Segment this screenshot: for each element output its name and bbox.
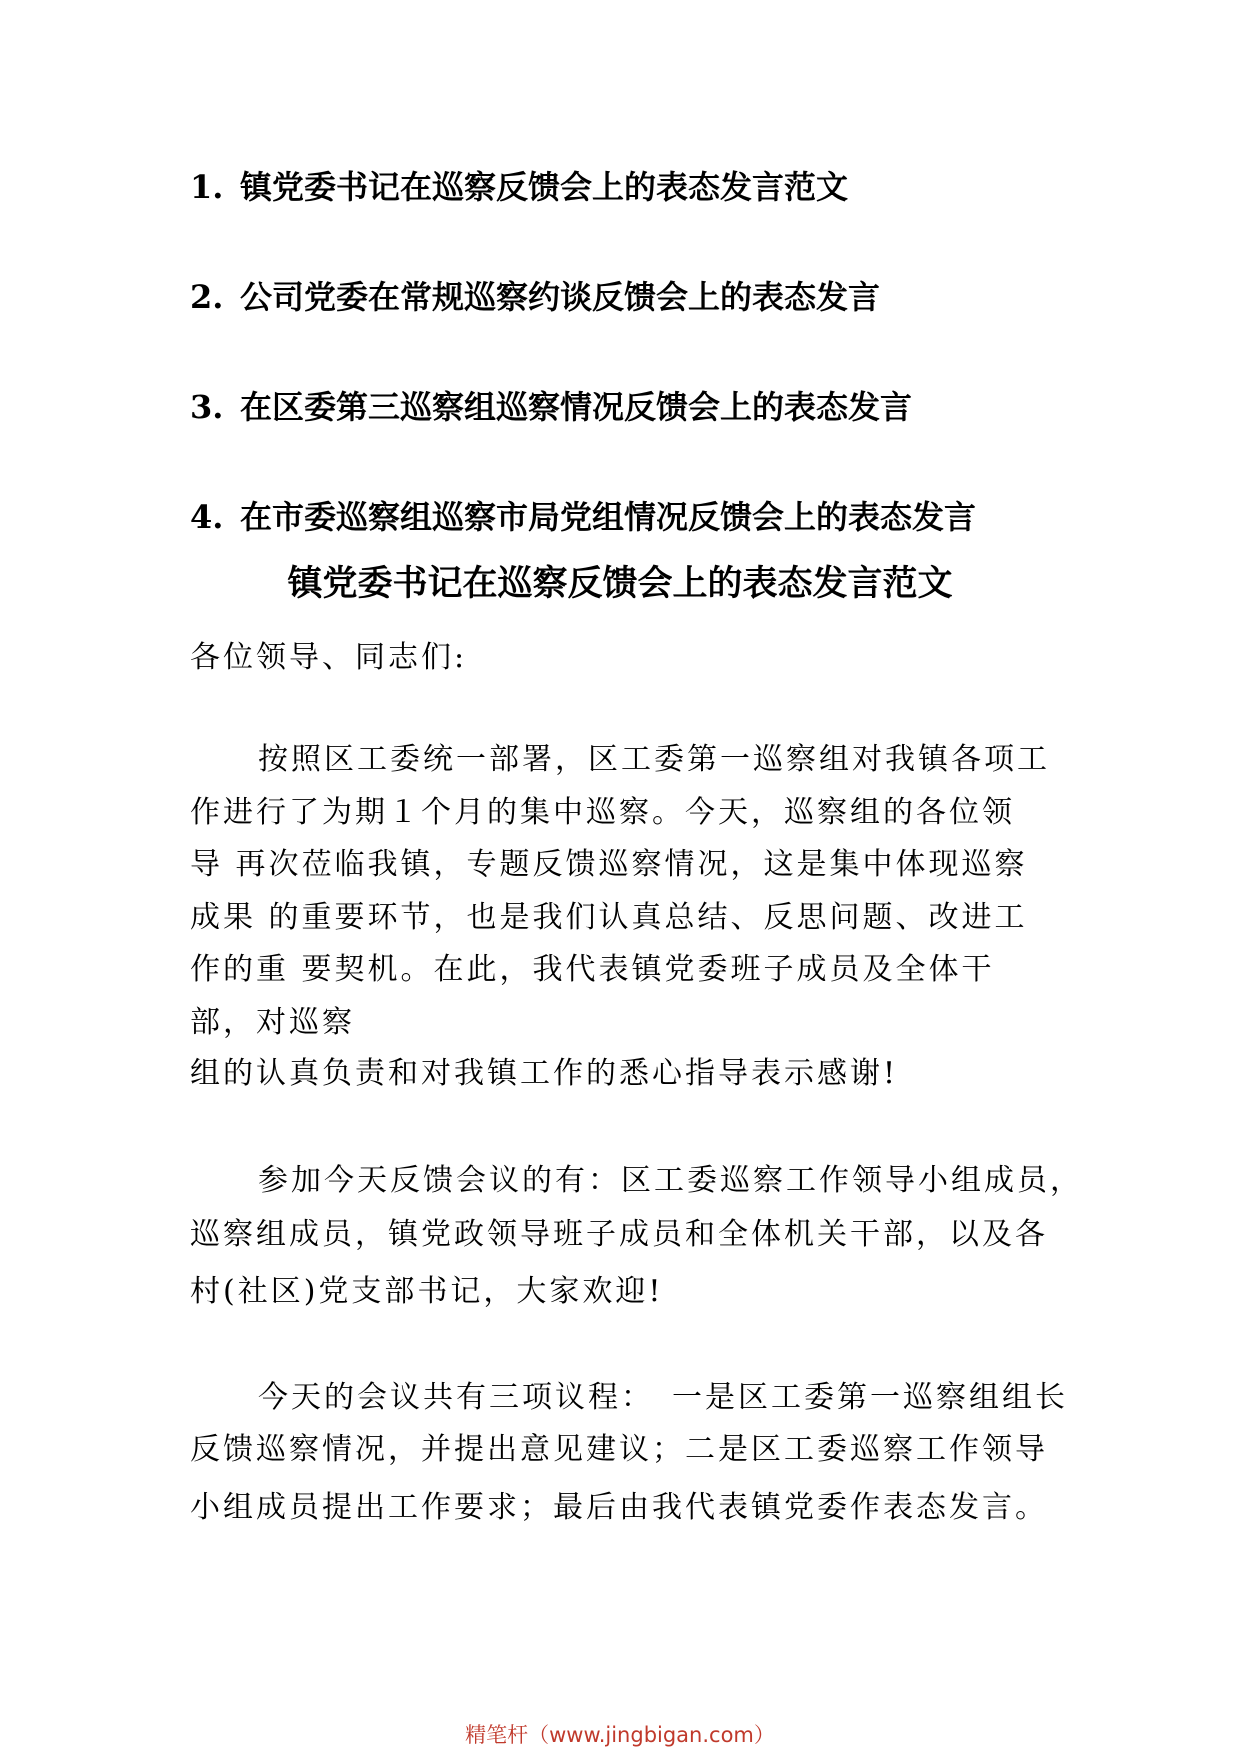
document-title: 镇党委书记在巡察反馈会上的表态发言范文 xyxy=(287,564,953,604)
text-line: 成果 的重要环节，也是我们认真总结、反思问题、改进工 xyxy=(190,899,1028,935)
text-line: 按照区工委统一部署，区工委第一巡察组对我镇各项工 xyxy=(258,742,1050,777)
toc-item xyxy=(190,390,1110,424)
text-line: 作进行了为期１个月的集中巡察。今天，巡察组的各位领 xyxy=(190,794,1015,830)
toc-item xyxy=(190,500,1110,534)
toc-item-number: 1. xyxy=(190,168,224,206)
toc-item xyxy=(190,280,1110,314)
toc-item xyxy=(190,170,1110,204)
toc-item-text: 公司党委在常规巡察约谈反馈会上的表态发言 xyxy=(240,278,881,316)
paragraph-2-tail: 村(社区)党支部书记，大家欢迎! xyxy=(190,1274,664,1309)
text-line: 参加今天反馈会议的有：区工委巡察工作领导小组成员， xyxy=(258,1163,1083,1198)
table-of-contents xyxy=(190,170,1110,610)
paragraph-3-tail: 小组成员提出工作要求；最后由我代表镇党委作表态发言。 xyxy=(190,1490,1048,1525)
toc-item-number: 4. xyxy=(190,498,224,536)
toc-item-number: 2. xyxy=(190,278,224,316)
text-line: 反馈巡察情况，并提出意见建议；二是区工委巡察工作领导 xyxy=(190,1432,1048,1467)
paragraph-1 xyxy=(190,734,1070,1049)
toc-item-text: 镇党委书记在巡察反馈会上的表态发言范文 xyxy=(240,168,849,206)
salutation: 各位领导、同志们: xyxy=(190,640,468,675)
paragraph-3 xyxy=(190,1372,1070,1476)
paragraph-1-tail: 组的认真负责和对我镇工作的悉心指导表示感谢! xyxy=(190,1056,899,1091)
toc-item-text: 在市委巡察组巡察市局党组情况反馈会上的表态发言 xyxy=(240,498,977,536)
text-line: 今天的会议共有三项议程： 一是区工委第一巡察组组长 xyxy=(258,1380,1068,1415)
toc-item-number: 3. xyxy=(190,388,224,426)
footer-watermark: 精笔杆（www.jingbigan.com） xyxy=(465,1723,775,1747)
text-line: 巡察组成员，镇党政领导班子成员和全体机关干部，以及各 xyxy=(190,1217,1048,1252)
text-line: 部，对巡察 xyxy=(190,1004,355,1040)
paragraph-2 xyxy=(190,1154,1083,1262)
text-line: 导 再次莅临我镇，专题反馈巡察情况，这是集中体现巡察 xyxy=(190,847,1028,882)
text-line: 作的重 要契机。在此，我代表镇党委班子成员及全体干 xyxy=(190,952,995,987)
toc-item-text: 在区委第三巡察组巡察情况反馈会上的表态发言 xyxy=(240,388,913,426)
